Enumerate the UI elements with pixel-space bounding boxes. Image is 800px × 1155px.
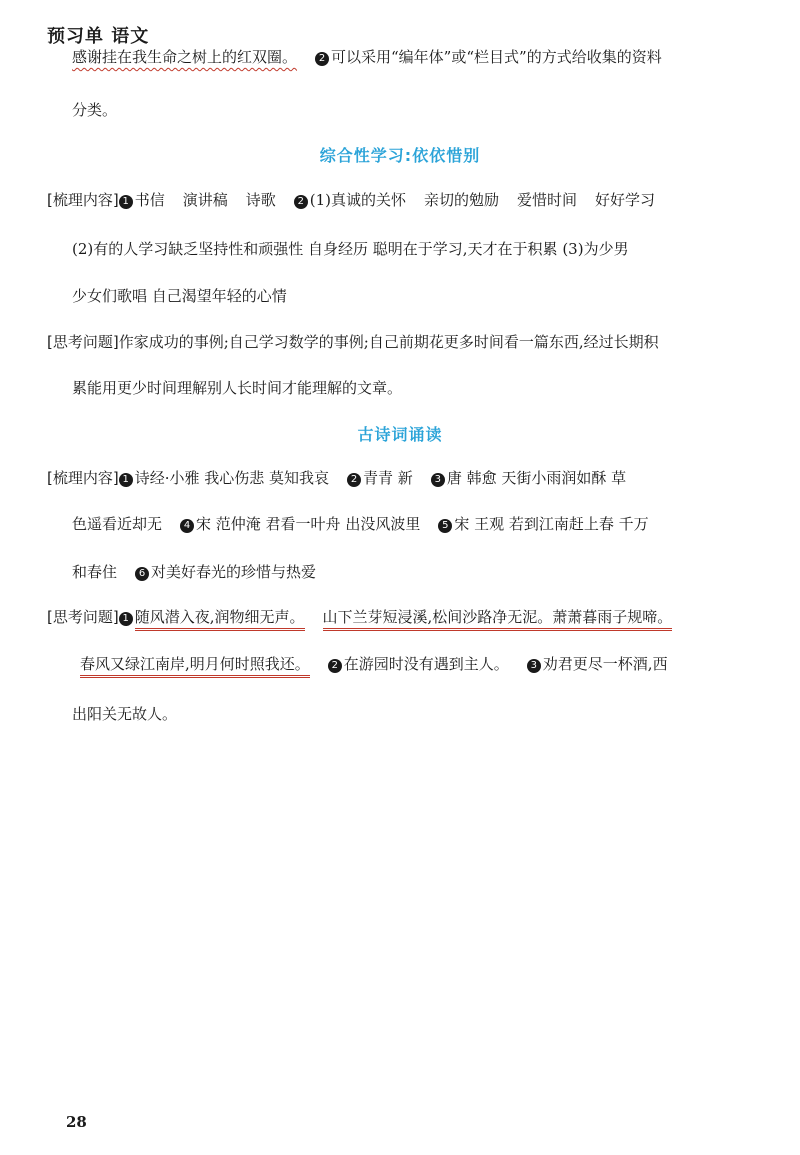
think-question-tag: [思考问题] (47, 333, 119, 351)
s2-question-line-2 (80, 653, 668, 675)
s1-item: (1)真诚的关怀 (309, 191, 407, 209)
top-line-2: 分类。 (72, 101, 118, 119)
s2-item: 唐 韩愈 天街小雨润如酥 草 (446, 469, 627, 487)
s1-sort-line-2: (2)有的人学习缺乏坚持性和顽强性 自身经历 聪明在于学习,天才在于积累 (3)为少男 (72, 240, 629, 258)
circle-number: 3 (527, 659, 541, 673)
circle-number: 1 (119, 473, 133, 487)
s1-question-text: 作家成功的事例;自己学习数学的事例;自己前期花更多时间看一篇东西,经过长期积 (118, 333, 659, 351)
s1-item: 爱惜时间 (517, 191, 578, 209)
section-title-2: 古诗词诵读 (357, 425, 443, 444)
circle-number: 2 (315, 52, 329, 66)
s2-sort-line-1 (47, 467, 626, 489)
page-number: 28 (66, 1113, 87, 1131)
s2-item: 和春住 (72, 563, 118, 581)
s1-item: 亲切的勉励 (424, 191, 500, 209)
s1-question-line-1 (47, 331, 659, 353)
sort-content-tag: [梳理内容] (47, 191, 119, 209)
s2-item: 对美好春光的珍惜与热爱 (151, 563, 317, 581)
s1-question-line-2: 累能用更少时间理解别人长时间才能理解的文章。 (72, 379, 403, 397)
s1-item: 诗歌 (245, 191, 276, 209)
circle-number: 1 (119, 612, 133, 626)
underlined-verse: 山下兰芽短浸溪,松间沙路净无泥。萧萧暮雨子规啼。 (323, 608, 673, 631)
s1-item: 好好学习 (595, 191, 656, 209)
underlined-verse: 春风又绿江南岸,明月何时照我还。 (80, 655, 310, 678)
circle-number: 5 (438, 519, 452, 533)
circle-number: 6 (135, 567, 149, 581)
s2-item: 色遥看近却无 (72, 515, 163, 533)
s2-question-text: 劝君更尽一杯酒,西 (542, 655, 668, 673)
s2-sort-line-3 (72, 561, 316, 583)
s2-question-text: 在游园时没有遇到主人。 (343, 655, 509, 673)
s1-item: 演讲稿 (182, 191, 228, 209)
think-question-tag: [思考问题] (47, 608, 119, 626)
s2-item: 诗经·小雅 我心伤悲 莫知我哀 (134, 469, 330, 487)
circle-number: 3 (431, 473, 445, 487)
s1-item: 书信 (134, 191, 165, 209)
underlined-verse: 随风潜入夜,润物细无声。 (135, 608, 305, 631)
s2-item: 宋 王观 若到江南赶上春 千万 (454, 515, 649, 533)
s2-question-line-1 (47, 606, 672, 628)
s2-item: 青青 新 (363, 469, 413, 487)
top-line-1-rest: 可以采用“编年体”或“栏目式”的方式给收集的资料 (331, 48, 662, 66)
circle-number: 2 (347, 473, 361, 487)
circle-number: 2 (294, 195, 308, 209)
s2-question-line-3: 出阳关无故人。 (72, 705, 178, 723)
page-header: 预习单 语文 (47, 26, 150, 47)
circle-number: 1 (119, 195, 133, 209)
s2-sort-line-2 (72, 513, 649, 535)
top-line-1 (72, 46, 662, 68)
s2-item: 宋 范仲淹 君看一叶舟 出没风波里 (196, 515, 421, 533)
circle-number: 4 (180, 519, 194, 533)
s1-sort-line-3: 少女们歌唱 自己渴望年轻的心情 (72, 287, 287, 305)
sort-content-tag: [梳理内容] (47, 469, 119, 487)
circle-number: 2 (328, 659, 342, 673)
s1-sort-line-1 (47, 189, 655, 211)
section-title-1: 综合性学习:依依惜别 (319, 146, 481, 165)
wavy-underlined-text: 感谢挂在我生命之树上的红双圈。 (72, 48, 298, 66)
